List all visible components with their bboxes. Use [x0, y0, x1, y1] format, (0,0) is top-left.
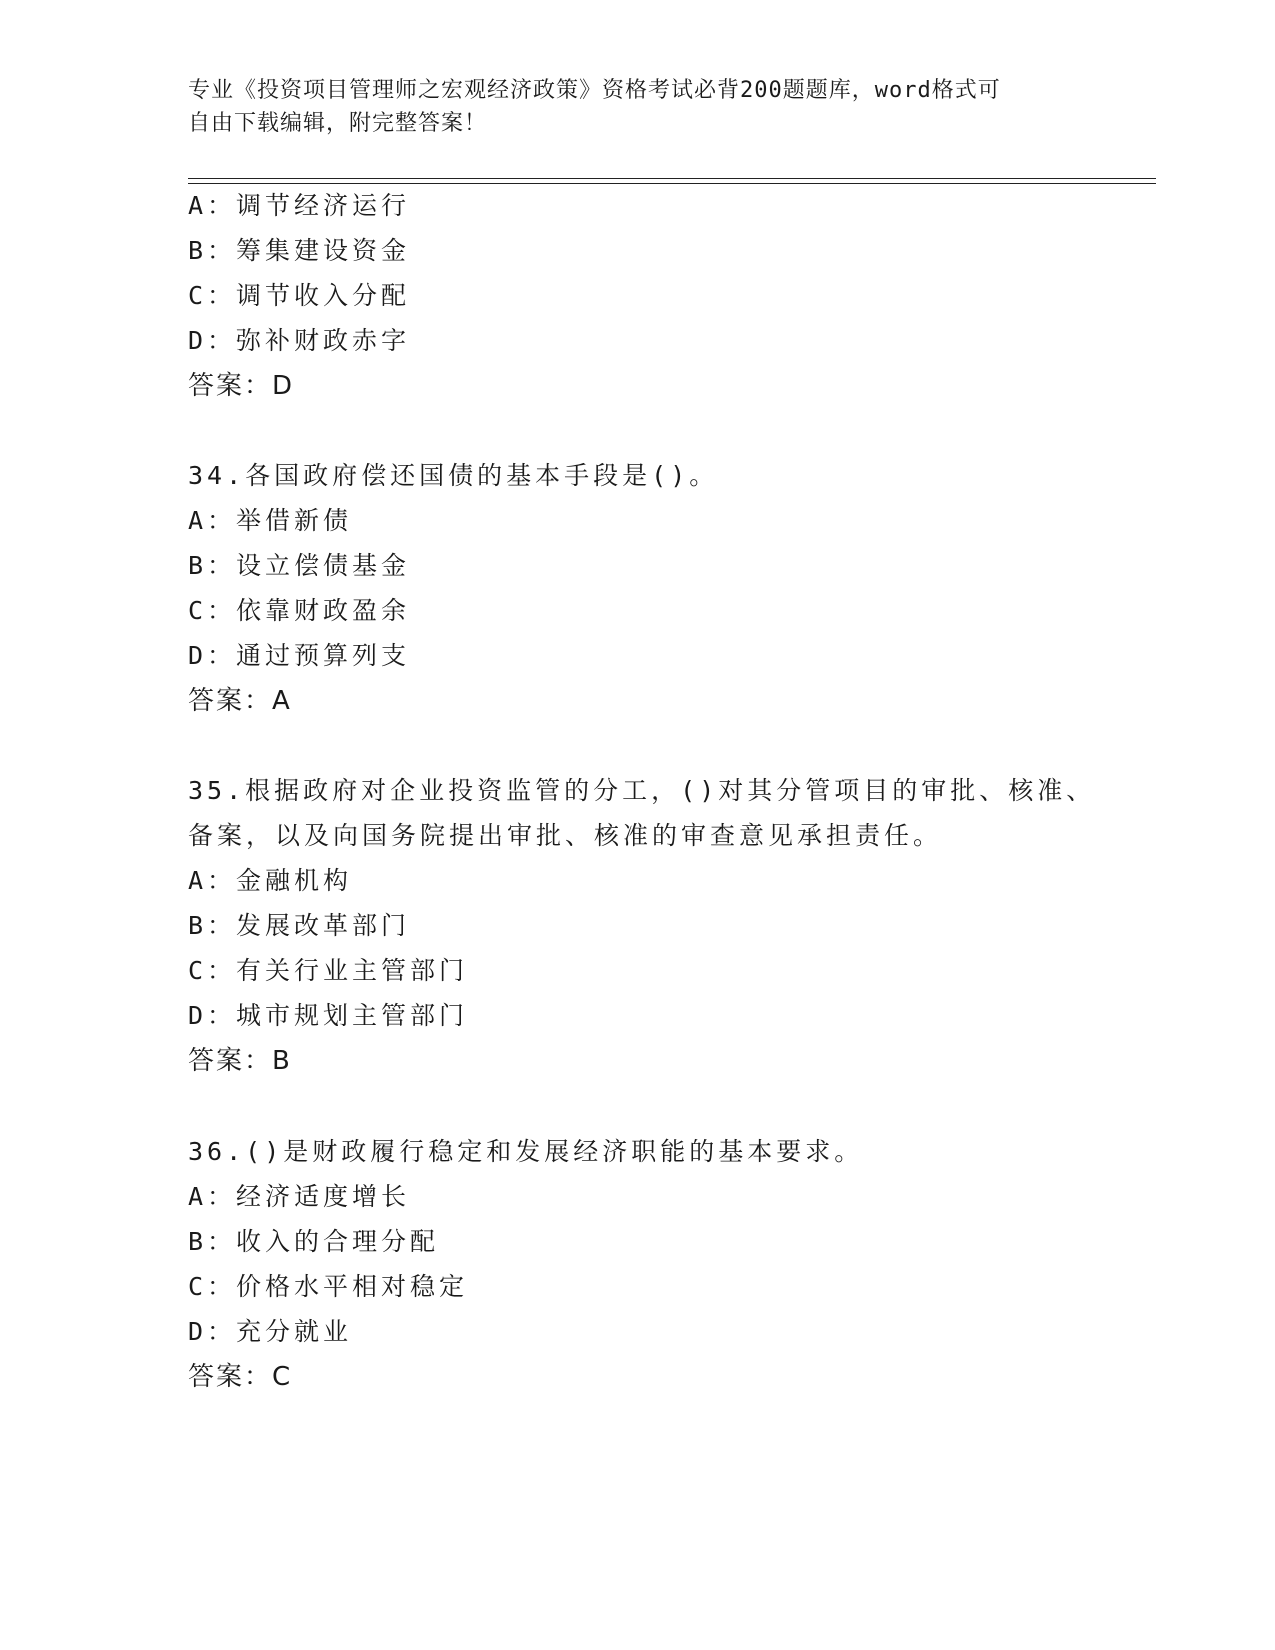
q34-stem: 34.各国政府偿还国债的基本手段是()。 — [188, 461, 719, 490]
q35-option-b: B：发展改革部门 — [188, 911, 411, 940]
header-divider-bottom — [188, 183, 1156, 184]
q36-option-a: A：经济适度增长 — [188, 1182, 411, 1211]
q33-option-d: D：弥补财政赤字 — [188, 326, 411, 355]
q36-option-d: D：充分就业 — [188, 1317, 353, 1346]
q33-option-a: A：调节经济运行 — [188, 191, 411, 220]
q36-option-b: B：收入的合理分配 — [188, 1227, 440, 1256]
q33-option-c: C：调节收入分配 — [188, 281, 411, 310]
q36-stem: 36.()是财政履行稳定和发展经济职能的基本要求。 — [188, 1137, 864, 1166]
header-line-2: 自由下载编辑，附完整答案！ — [188, 111, 488, 136]
q35-answer: 答案：B — [188, 1046, 292, 1076]
q33-option-b: B：筹集建设资金 — [188, 236, 411, 265]
q34-option-b: B：设立偿债基金 — [188, 551, 411, 580]
q35-option-d: D：城市规划主管部门 — [188, 1001, 469, 1030]
q34-option-a: A：举借新债 — [188, 506, 353, 535]
q36-option-c: C：价格水平相对稳定 — [188, 1272, 469, 1301]
q34-option-d: D：通过预算列支 — [188, 641, 411, 670]
q34-option-c: C：依靠财政盈余 — [188, 596, 411, 625]
q36-answer: 答案：C — [188, 1362, 293, 1392]
header-divider-top — [188, 178, 1156, 179]
q35-stem-line-1: 35.根据政府对企业投资监管的分工，()对其分管项目的审批、核准、 — [188, 776, 1096, 805]
q33-answer: 答案：D — [188, 371, 295, 401]
document-header — [188, 74, 1078, 140]
header-line-1: 专业《投资项目管理师之宏观经济政策》资格考试必背200题题库，word格式可 — [188, 78, 1001, 103]
q34-answer: 答案：A — [188, 686, 292, 716]
q35-option-a: A：金融机构 — [188, 866, 353, 895]
q35-option-c: C：有关行业主管部门 — [188, 956, 469, 985]
q35-stem-line-2: 备案，以及向国务院提出审批、核准的审查意见承担责任。 — [188, 821, 943, 850]
